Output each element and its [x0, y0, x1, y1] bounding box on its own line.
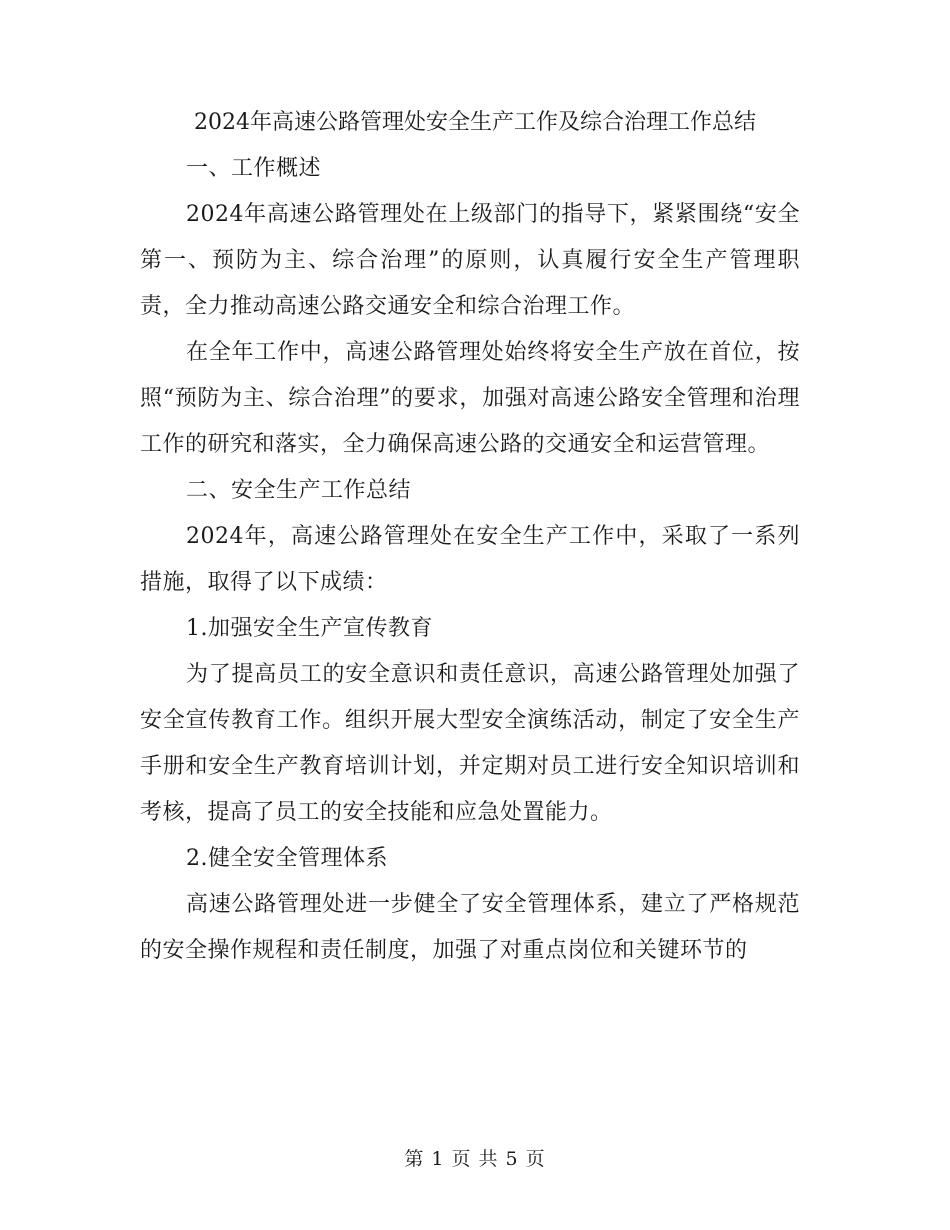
paragraph: 2024年，高速公路管理处在安全生产工作中，采取了一系列措施，取得了以下成绩： [140, 524, 800, 595]
paragraph: 为了提高员工的安全意识和责任意识，高速公路管理处加强了安全宣传教育工作。组织开展大型安全演练活动，制定了安全生产手册和安全生产教育培训计划，并定期对员工进行安全知识培训和考核，提高了员工的安全技能和应急处置能力。 [140, 662, 800, 825]
page-number: 第 1 页 共 5 页 [404, 1148, 546, 1170]
subheading-management-system: 2.健全安全管理体系 [186, 846, 388, 871]
subheading-publicity-education: 1.加强安全生产宣传教育 [186, 616, 433, 641]
paragraph: 高速公路管理处进一步健全了安全管理体系，建立了严格规范的安全操作规程和责任制度，加强了对重点岗位和关键环节的 [140, 892, 800, 963]
section-heading-safety-summary: 二、安全生产工作总结 [186, 478, 412, 503]
paragraph: 2024年高速公路管理处在上级部门的指导下，紧紧围绕“安全第一、预防为主、综合治理”的原则，认真履行安全生产管理职责，全力推动高速公路交通安全和综合治理工作。 [140, 202, 800, 319]
document-body [140, 100, 800, 974]
document-title: 2024年高速公路管理处安全生产工作及综合治理工作总结 [194, 110, 756, 135]
paragraph: 在全年工作中，高速公路管理处始终将安全生产放在首位，按照“预防为主、综合治理”的要求，加强对高速公路安全管理和治理工作的研究和落实，全力确保高速公路的交通安全和运营管理。 [140, 340, 800, 457]
section-heading-overview: 一、工作概述 [186, 156, 322, 181]
